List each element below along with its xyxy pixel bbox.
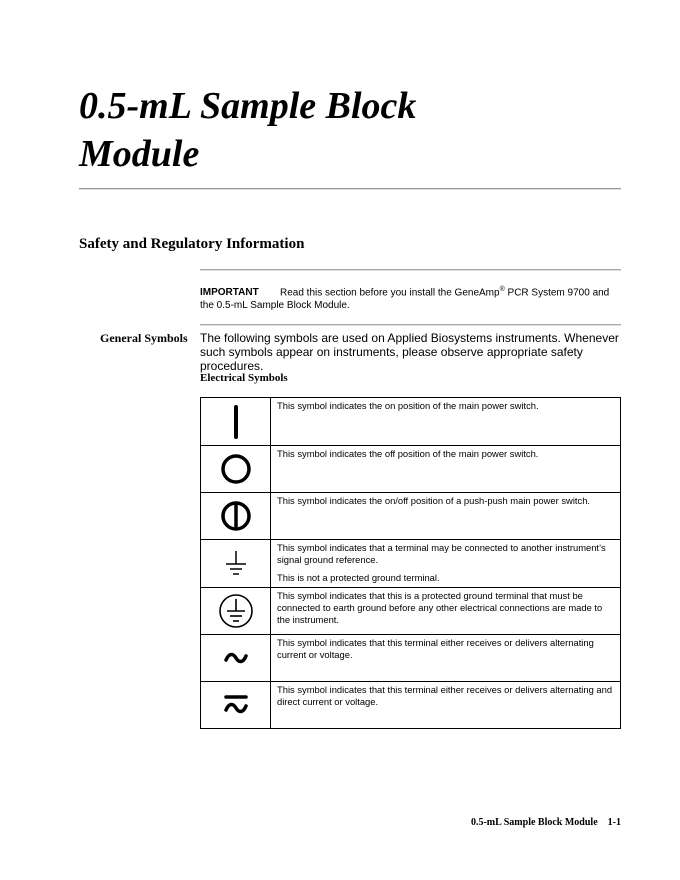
registered-mark: ® [499, 286, 505, 293]
icon-cell [201, 635, 271, 682]
description-cell [271, 635, 621, 682]
icon-cell [201, 446, 271, 493]
icon-cell [201, 398, 271, 446]
page-number: 1-1 [607, 817, 621, 828]
important-note [200, 283, 620, 312]
signal-ground-icon [221, 549, 251, 579]
icon-cell [201, 682, 271, 729]
table-row [201, 446, 621, 493]
alternating-current-icon [221, 648, 251, 668]
general-symbols-heading: General Symbols [100, 331, 188, 345]
table-row [201, 398, 621, 446]
icon-cell [201, 588, 271, 635]
table-row [201, 682, 621, 729]
description-cell [271, 493, 621, 540]
description-cell [271, 398, 621, 446]
power-off-icon [218, 451, 254, 487]
row-text: This symbol indicates that this terminal either receives or delivers alternating current or voltage. [277, 637, 594, 660]
ac-dc-icon [221, 692, 251, 718]
description-cell [271, 446, 621, 493]
important-bottom-rule [200, 324, 621, 326]
important-label: IMPORTANT [200, 287, 259, 299]
electrical-symbols-heading: Electrical Symbols [200, 372, 288, 384]
protected-ground-icon [217, 592, 255, 630]
title-divider [79, 188, 621, 190]
electrical-symbols-table [200, 397, 621, 729]
description-cell [271, 588, 621, 635]
row-text: This symbol indicates that this is a protected ground terminal that must be connected to earth ground before any other electrical connections are made to the instrument. [277, 590, 603, 625]
row-text: This symbol indicates that this terminal either receives or delivers alternating and direct current or voltage. [277, 684, 613, 707]
table-row [201, 588, 621, 635]
row-text: This symbol indicates the off position of the main power switch. [277, 448, 539, 459]
page-title [79, 82, 416, 178]
footer-label: 0.5-mL Sample Block Module [470, 817, 598, 828]
section-heading: Safety and Regulatory Information [79, 236, 305, 252]
description-cell [271, 540, 621, 588]
power-on-icon [221, 404, 251, 440]
icon-cell [201, 493, 271, 540]
important-text-part1: Read this section before you install the GeneAmp [280, 287, 500, 299]
page-footer [471, 817, 621, 828]
important-top-rule [200, 269, 621, 271]
general-symbols-intro: The following symbols are used on Applied Biosystems instruments. Whenever such symbols appear on instruments, please observe appropriate safety procedures. [200, 331, 619, 373]
row-text: This symbol indicates that a terminal may be connected to another instrument’s signal ground reference. [277, 542, 606, 565]
table-row [201, 540, 621, 588]
title-line-2: Module [79, 133, 200, 175]
description-cell [271, 682, 621, 729]
power-on-off-icon [218, 498, 254, 534]
table-row [201, 493, 621, 540]
important-text-part2: PCR System 9700 and the 0.5-mL Sample Block Module. [200, 287, 610, 312]
title-line-1: 0.5-mL Sample Block [79, 85, 417, 127]
row-text: This symbol indicates the on position of the main power switch. [277, 400, 539, 411]
table-row [201, 635, 621, 682]
icon-cell [201, 540, 271, 588]
row-text: This symbol indicates the on/off position of a push-push main power switch. [277, 495, 591, 506]
row-note: This is not a protected ground terminal. [277, 572, 440, 583]
